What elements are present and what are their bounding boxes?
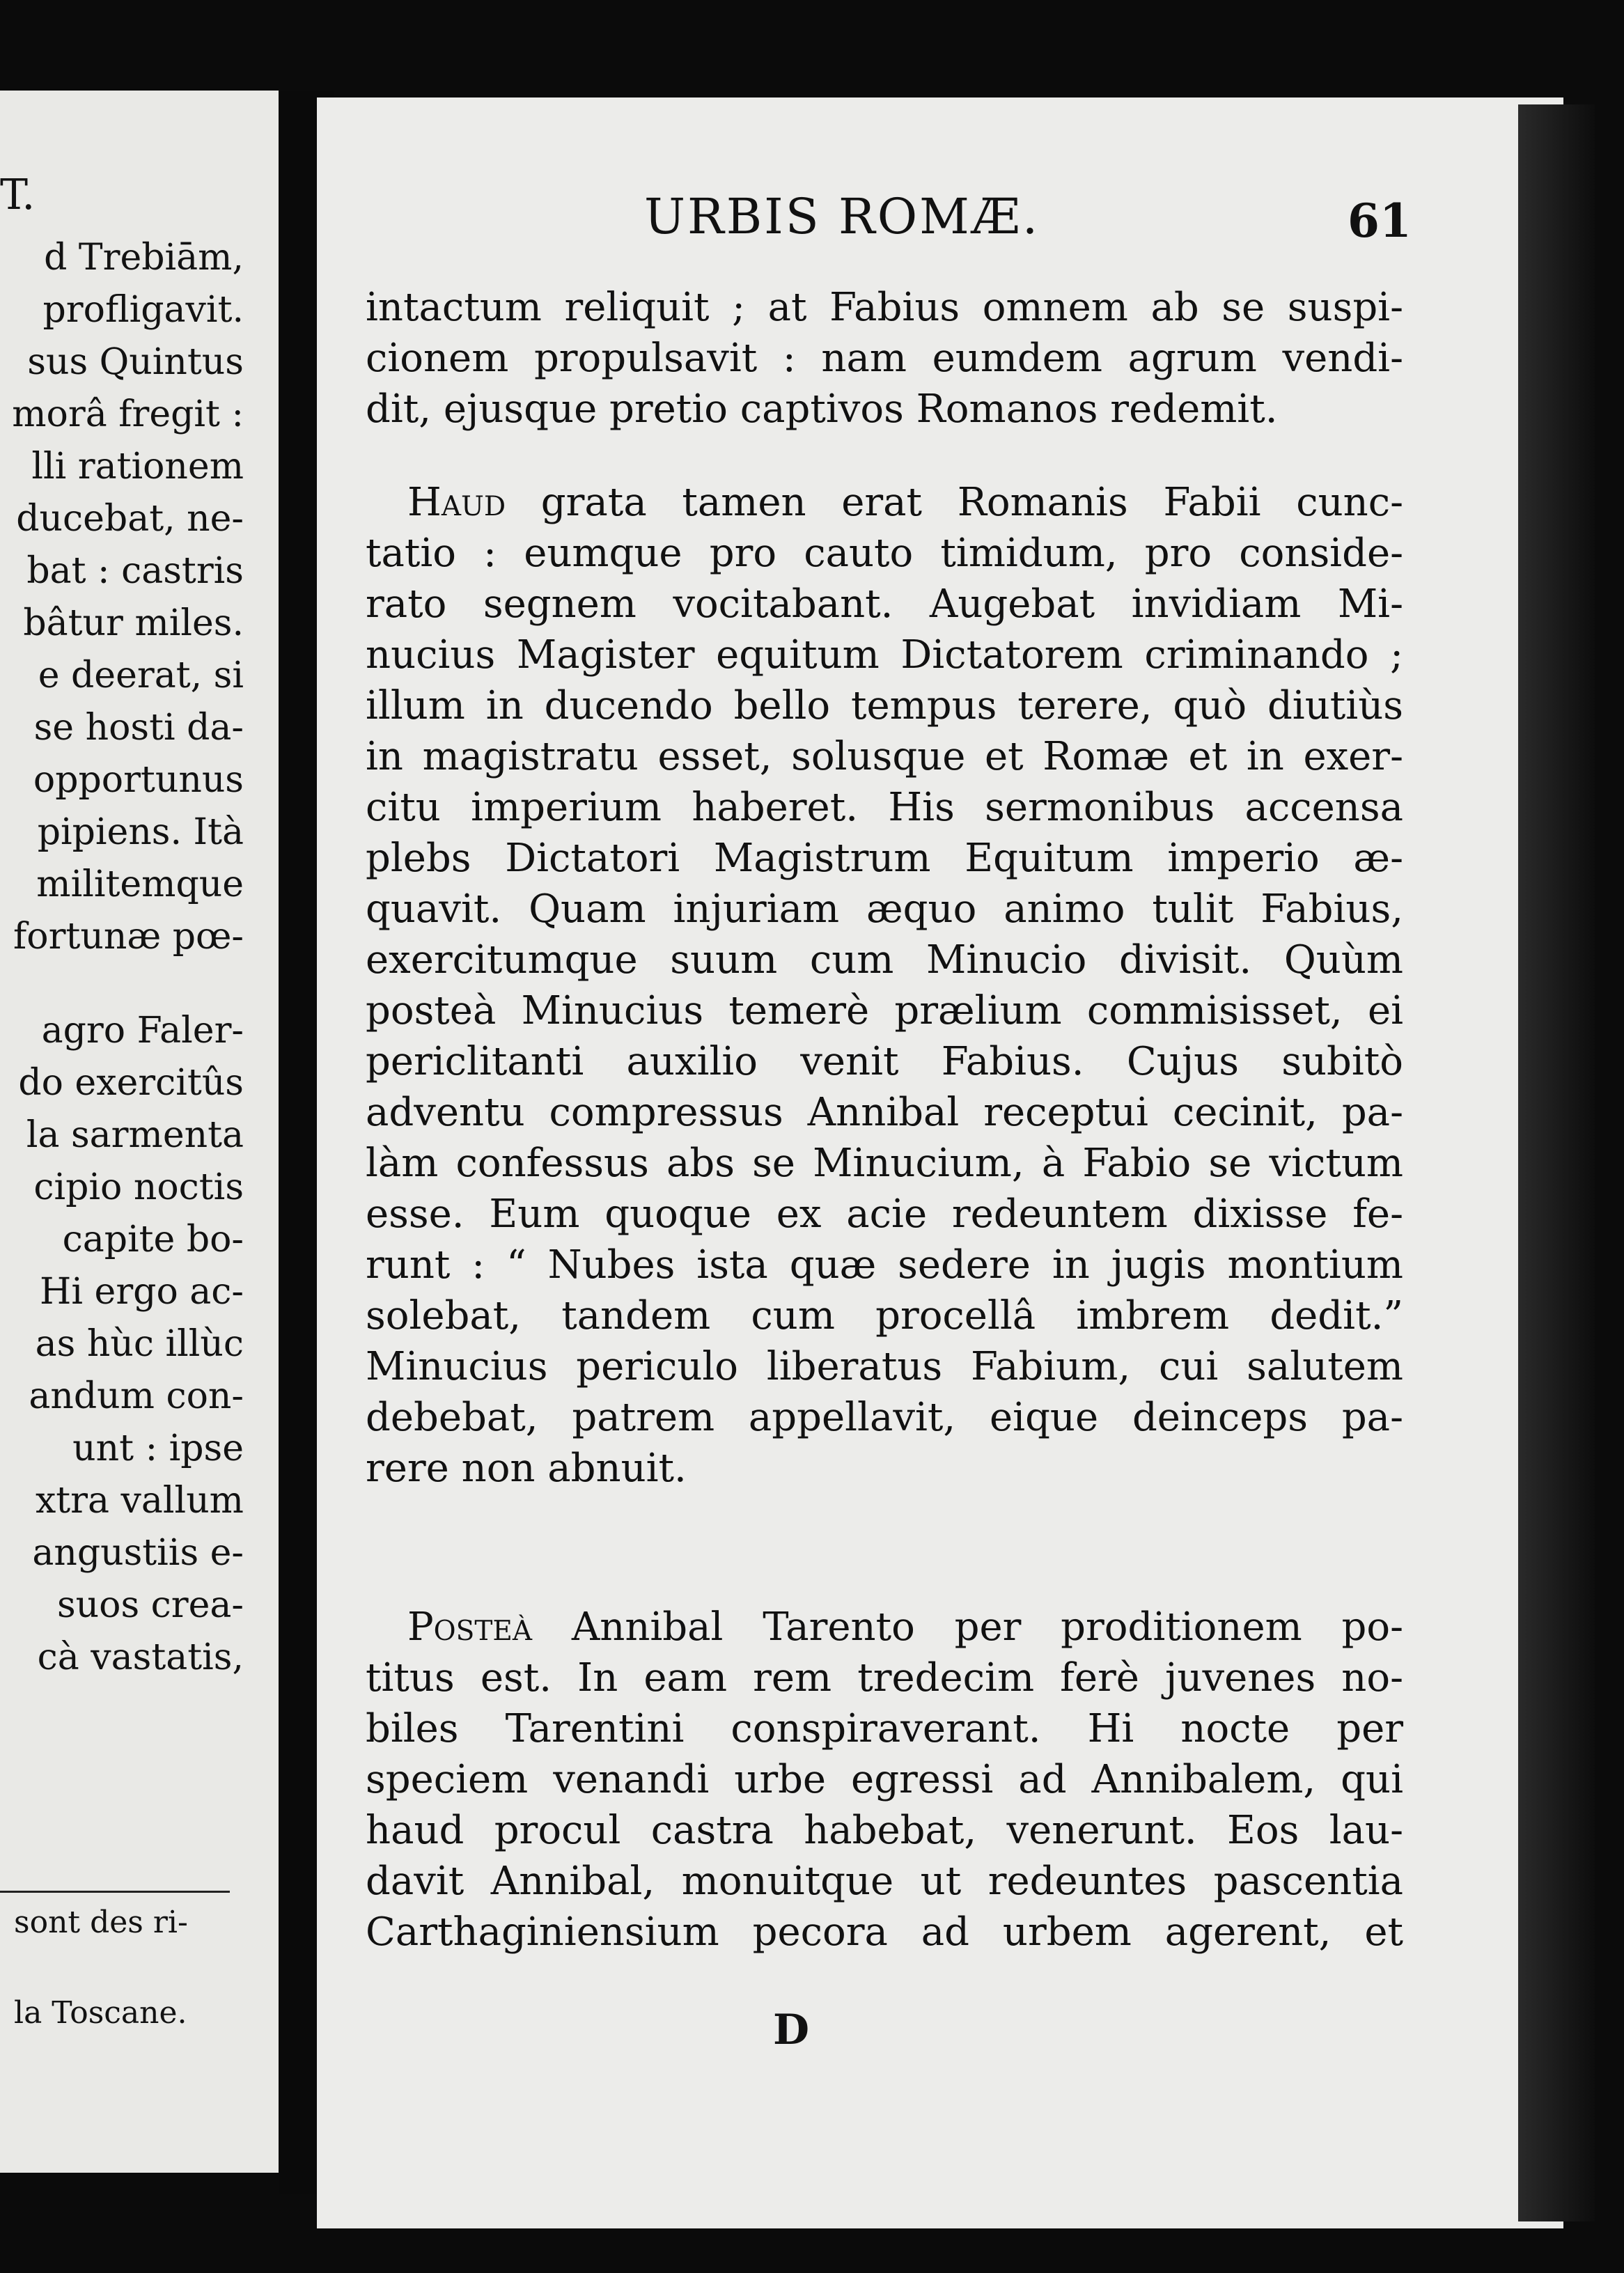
paragraph-initial-word: Haud — [407, 480, 506, 525]
text-line: solebat, tandem cum procellâ imbrem dedit.” — [366, 1293, 1403, 1338]
previous-page-line: xtra vallum — [35, 1480, 244, 1522]
text-line: biles Tarentini conspiraverant. Hi nocte per — [366, 1706, 1403, 1751]
running-title: URBIS ROMÆ. — [644, 188, 1040, 245]
previous-page-line: fortunæ pœ- — [13, 916, 244, 958]
signature-mark: D — [773, 2006, 810, 2054]
previous-page-line: sus Quintus — [27, 341, 244, 383]
text-line: posteà Minucius temerè prælium commisisset, ei — [366, 988, 1403, 1033]
text-line: intactum reliquit ; at Fabius omnem ab se suspi- — [366, 285, 1403, 330]
text-line: Minucius periculo liberatus Fabium, cui salutem — [366, 1344, 1403, 1389]
previous-page-line: e deerat, si — [38, 655, 244, 696]
previous-page-line: bâtur miles. — [23, 602, 244, 644]
previous-page-line: capite bo- — [62, 1219, 244, 1260]
previous-page-line: andum con- — [29, 1375, 244, 1417]
previous-page-line: lli rationem — [31, 446, 244, 487]
text-line: periclitanti auxilio venit Fabius. Cujus subitò — [366, 1039, 1403, 1084]
previous-page-line: opportunus — [33, 759, 244, 801]
footnote-line: sont des ri- — [14, 1905, 188, 1940]
text-line: esse. Eum quoque ex acie redeuntem dixisse fe- — [366, 1192, 1403, 1237]
previous-page-line: ducebat, ne- — [16, 498, 244, 540]
previous-page-line: agro Faler- — [41, 1010, 244, 1052]
text-line-rest: Annibal Tarento per proditionem po- — [532, 1604, 1403, 1650]
text-line: davit Annibal, monuitque ut redeuntes pascentia — [366, 1859, 1403, 1904]
previous-page-line: cà vastatis, — [37, 1637, 244, 1678]
text-line: Carthaginiensium pecora ad urbem agerent, et — [366, 1909, 1403, 1955]
footnote-rule — [0, 1891, 230, 1893]
previous-page-line: angustiis e- — [32, 1532, 244, 1574]
previous-page-line: morâ fregit : — [12, 393, 244, 435]
text-line: quavit. Quam injuriam æquo animo tulit Fabius, — [366, 886, 1403, 932]
text-line: haud procul castra habebat, venerunt. Eos lau- — [366, 1808, 1403, 1853]
text-line-rest: grata tamen erat Romanis Fabii cunc- — [506, 480, 1403, 525]
footnote-line: la Toscane. — [14, 1995, 187, 2031]
previous-page-line: Hi ergo ac- — [40, 1271, 244, 1313]
text-line: speciem venandi urbe egressi ad Annibalem, qui — [366, 1757, 1403, 1802]
previous-page-line: d Trebiām, — [44, 237, 244, 279]
previous-page-line: as hùc illùc — [35, 1323, 244, 1365]
text-line: citu imperium haberet. His sermonibus accensa — [366, 785, 1403, 830]
previous-page-line: la sarmenta — [26, 1114, 244, 1156]
text-line: tatio : eumque pro cauto timidum, pro conside- — [366, 531, 1403, 576]
previous-page-line: bat : castris — [26, 550, 244, 592]
previous-page-line: cipio noctis — [33, 1166, 244, 1208]
previous-page-line: suos crea- — [56, 1584, 244, 1626]
text-line — [407, 1602, 1403, 1653]
text-line: plebs Dictatori Magistrum Equitum imperio æ- — [366, 836, 1403, 881]
text-line: rato segnem vocitabant. Augebat invidiam Mi- — [366, 581, 1403, 627]
text-line: titus est. In eam rem tredecim ferè juvenes no- — [366, 1655, 1403, 1701]
previous-page-line: se hosti da- — [33, 707, 244, 749]
text-line: cionem propulsavit : nam eumdem agrum vendi- — [366, 336, 1403, 381]
text-line: runt : “ Nubes ista quæ sedere in jugis montium — [366, 1242, 1403, 1288]
previous-page-line: militemque — [36, 864, 244, 905]
text-line: dit, ejusque pretio captivos Romanos redemit. — [366, 386, 1278, 432]
page-edge — [1518, 104, 1595, 2221]
text-line: adventu compressus Annibal receptui cecinit, pa- — [366, 1090, 1403, 1135]
previous-page-line: profligavit. — [42, 289, 244, 331]
text-line: debebat, patrem appellavit, eique deinceps pa- — [366, 1395, 1403, 1440]
text-line: rere non abnuit. — [366, 1446, 687, 1491]
text-line: illum in ducendo bello tempus terere, quò diutiùs — [366, 683, 1403, 728]
text-line: làm confessus abs se Minucium, à Fabio se victum — [366, 1141, 1403, 1186]
previous-page — [0, 91, 306, 2173]
previous-page-line: pipiens. Ità — [37, 811, 244, 853]
previous-page-line: T. — [0, 171, 36, 219]
page-number: 61 — [1348, 194, 1412, 248]
text-line: in magistratu esset, solusque et Romæ et in exer- — [366, 734, 1403, 779]
paragraph-initial-word: Posteà — [407, 1604, 533, 1650]
page-header — [317, 188, 1563, 248]
previous-page-line: do exercitûs — [18, 1062, 244, 1104]
current-page — [317, 97, 1563, 2228]
text-line: nucius Magister equitum Dictatorem criminando ; — [366, 632, 1403, 678]
text-line: exercitumque suum cum Minucio divisit. Quùm — [366, 937, 1403, 983]
previous-page-line: unt : ipse — [72, 1428, 244, 1469]
text-line — [407, 477, 1403, 528]
